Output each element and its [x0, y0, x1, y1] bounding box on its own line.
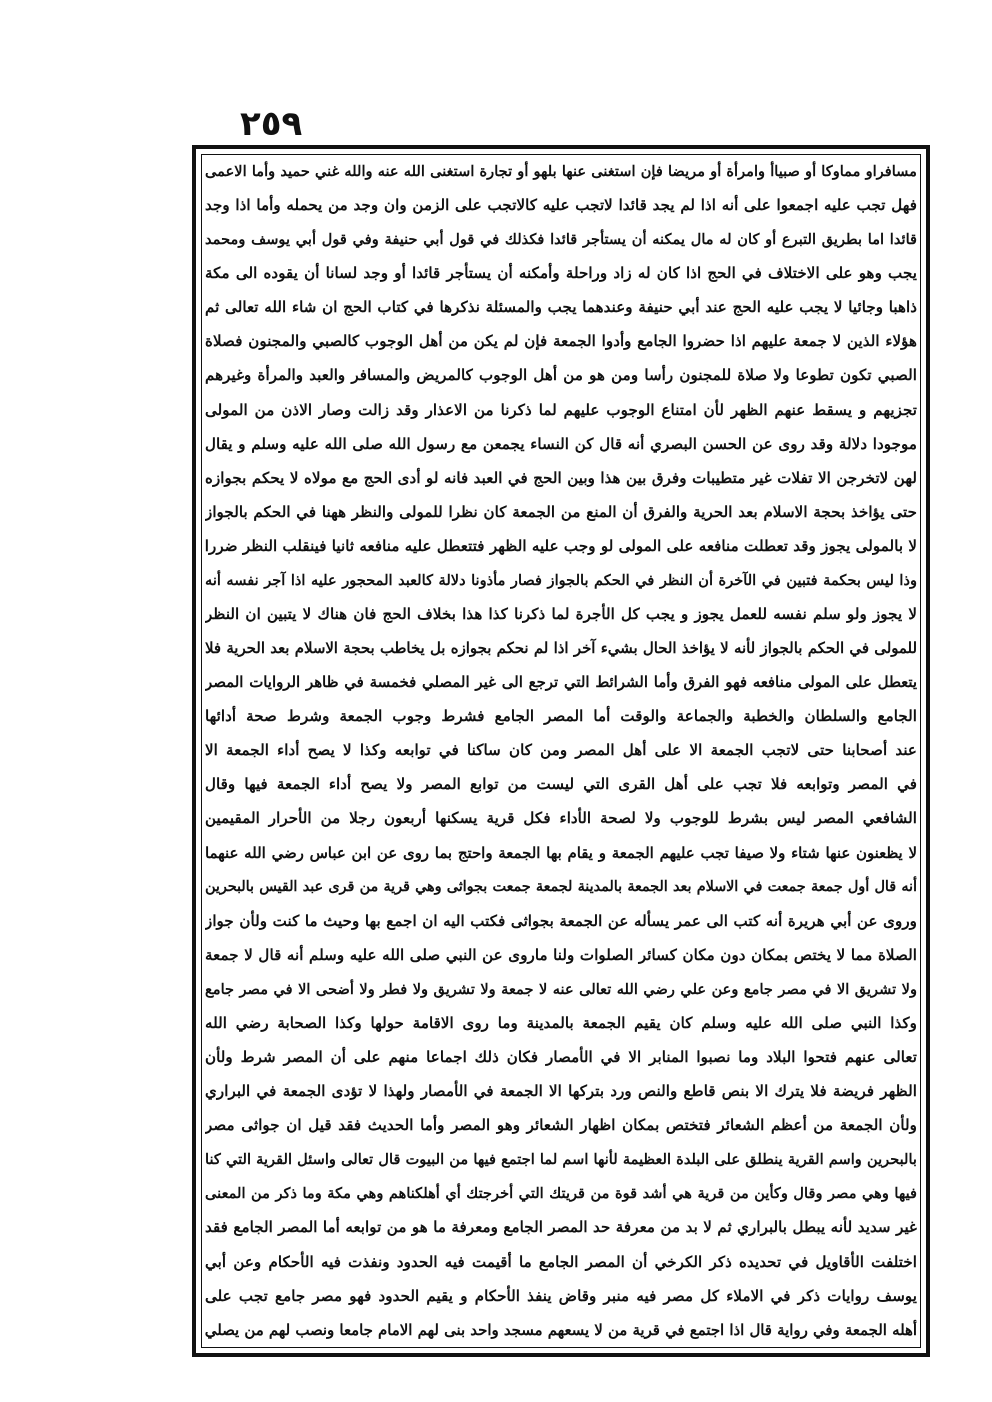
text-line: تعالى عنهم فتحوا البلاد وما نصبوا المنابر الا في الأمصار فكان ذلك اجماعا منهم على أن المصر شرط ولأن — [205, 1048, 917, 1067]
text-line: لهن لاتخرجن الا تفلات غير متطيبات وفرق بين هذا وبين الحج في العبد فانه لو أدى الحج مع مولاه لا يحكم بجوازه — [205, 468, 917, 487]
text-line: وذا ليس بحكمة فتبين في الآخرة أن النظر في الحكم بالجواز فصار مأذونا دلالة كالعبد المحجور عليه اذا آجر نفسه أنه — [205, 571, 917, 589]
text-line: لا يظعنون عنها شتاء ولا صيفا تجب عليهم الجمعة و يقام بها الجمعة واحتج بما روى عن ابن عباس رضي الله عنهما — [205, 843, 917, 862]
text-line: وكذا النبي صلى الله عليه وسلم كان يقيم الجمعة بالمدينة وما روى الاقامة حولها وكذا الصحابة رضي الله — [205, 1013, 917, 1032]
text-line: قائدا اما بطريق التبرع أو كان له مال يمكنه أن يستأجر قائدا فكذلك في قول أبي حنيفة وفي قول أبي يوسف ومحمد — [205, 231, 917, 249]
text-line: لا بالمولى يجوز وقد تعطلت منافعه على المولى لو وجب عليه الظهر فتتعطل عليه منافعه ثانيا فينقلب النظر ضررا — [205, 536, 917, 555]
text-line: يجب وهو على الاختلاف في الحج اذا كان له زاد وراحلة وأمكنه أن يستأجر قائدا أو وجد لسانا أن يقوده الى مكة — [205, 264, 917, 283]
text-line: في المصر وتوابعه فلا تجب على أهل القرى التي ليست من توابع المصر ولا يصح أداء الجمعة فيها وقال — [205, 775, 917, 794]
page-frame — [192, 145, 930, 1357]
text-line: غير سديد لأنه يبطل بالبراري ثم لا بد من معرفة حد المصر الجامع ومعرفة ما هو من توابعه أما المصر الجامع فقد — [205, 1218, 917, 1237]
text-line: ذاهبا وجائيا لا يجب عليه الحج عند أبي حنيفة وعندهما يجب والمسئلة نذكرها في كتاب الحج ان شاء الله تعالى ثم — [205, 298, 917, 317]
text-line: اختلفت الأقاويل في تحديده ذكر الكرخي أن المصر الجامع ما أقيمت فيه الحدود ونفذت فيه الأحكام وعن أبي — [205, 1252, 917, 1271]
text-line: يوسف روايات ذكر في الاملاء كل مصر فيه منبر وقاض ينفذ الأحكام و يقيم الحدود فهو مصر جامع تجب على — [205, 1286, 917, 1305]
text-line: ولا تشريق الا في مصر جامع وعن علي رضي الله تعالى عنه لا جمعة ولا تشريق ولا فطر ولا أضحى الا في مصر جامع — [205, 980, 917, 998]
text-line: الصلاة مما لا يختص بمكان دون مكان كسائر الصلوات ولنا ماروى عن النبي صلى الله عليه وسلم أنه قال لا جمعة — [205, 945, 917, 964]
text-line: أهله الجمعة وفي رواية قال اذا اجتمع في قرية من لا يسعهم مسجد واحد بنى لهم الامام جامعا ونصب لهم من يصلي — [205, 1320, 917, 1339]
text-line: فيها وهي مصر وقال وكأين من قرية هي أشد قوة من قريتك التي أخرجتك أي أهلكناهم وهي مكة وما ذكر من المعنى — [205, 1185, 917, 1203]
text-line: حتى يؤاخذ بحجة الاسلام بعد الحرية والفرق أن المنع من الجمعة كان نظرا للمولى والنظر ههنا في الحكم بالجواز — [205, 502, 917, 521]
text-line: فهل تجب عليه اجمعوا على أنه اذا لم يجد قائدا لاتجب عليه كالاتجب على الزمن وان وجد من يحمله وأما اذا وجد — [205, 196, 917, 215]
text-line: الظهر فريضة فلا يترك الا بنص قاطع والنص ورد بتركها الا الجمعة في الأمصار ولهذا لا تؤدى الجمعة في البراري — [205, 1082, 917, 1101]
body-text — [205, 157, 917, 1345]
text-line: يتعطل على المولى منافعه فهو الفرق وأما الشرائط التي ترجع الى غير المصلي فخمسة في ظاهر الروايات المصر — [205, 673, 917, 692]
text-line: موجودا دلالة وقد روى عن الحسن البصري أنه قال كن النساء يجمعن مع رسول الله صلى الله عليه وسلم و يقال — [205, 434, 917, 453]
text-line: الصبي تكون تطوعا ولا صلاة للمجنون رأسا ومن هو من أهل الوجوب كالمريض والمسافر والعبد والمرأة وغيرهم — [205, 366, 917, 385]
text-line: هؤلاء الذين لا جمعة عليهم اذا حضروا الجامع وأدوا الجمعة فإن لم يكن من أهل الوجوب كالصبي والمجنون فصلاة — [205, 332, 917, 351]
text-line: وروى عن أبي هريرة أنه كتب الى عمر يسأله عن الجمعة بجواثى فكتب اليه ان اجمع بها وحيث ما كنت ولأن جواز — [205, 911, 917, 930]
text-line: أنه قال أول جمعة جمعت في الاسلام بعد الجمعة بالمدينة لجمعة جمعت بجواثى وهي قرية من قرى عبد القيس بالبحرين — [205, 878, 917, 895]
text-line: بالبحرين واسم القرية ينطلق على البلدة العظيمة لأنها اسم لما اجتمع فيها من البيوت قال تعالى واسئل القرية التي كنا — [205, 1151, 917, 1169]
page-number: ٢٥٩ — [240, 104, 303, 144]
text-line: تجزيهم و يسقط عنهم الظهر لأن امتناع الوجوب عليهم لما ذكرنا من الاعذار وقد زالت وصار الاذن من المولى — [205, 400, 917, 419]
text-line: عند أصحابنا حتى لاتجب الجمعة الا على أهل المصر ومن كان ساكنا في توابعه وكذا لا يصح أداء الجمعة الا — [205, 741, 917, 760]
text-line: الجامع والسلطان والخطبة والجماعة والوقت أما المصر الجامع فشرط وجوب الجمعة وشرط صحة أدائها — [205, 707, 917, 726]
text-line: للمولى في الحكم بالجواز لأنه لا يؤاخذ الحال بشيء آخر اذا لم نحكم بجوازه بل يخاطب بحجة الاسلام بعد الحرية فلا — [205, 639, 917, 658]
text-line: لا يجوز ولو سلم نفسه للعمل يجوز و يجب كل الأجرة لما ذكرنا كذا هذا بخلاف الحج فان هناك لا يتبين ان النظر — [205, 605, 917, 624]
text-line: مسافراو مماوكا أو صبياأ وامرأة أو مريضا فإن استغنى عنها بلهو أو تجارة استغنى الله عنه والله غني حميد وأما الاعمى — [205, 163, 917, 180]
text-line: الشافعي المصر ليس بشرط للوجوب ولا لصحة الأداء فكل قرية يسكنها أربعون رجلا من الأحرار المقيمين — [205, 809, 917, 828]
text-line: ولأن الجمعة من أعظم الشعائر فتختص بمكان اظهار الشعائر وهو المصر وأما الحديث فقد قيل ان جواثى مصر — [205, 1116, 917, 1135]
